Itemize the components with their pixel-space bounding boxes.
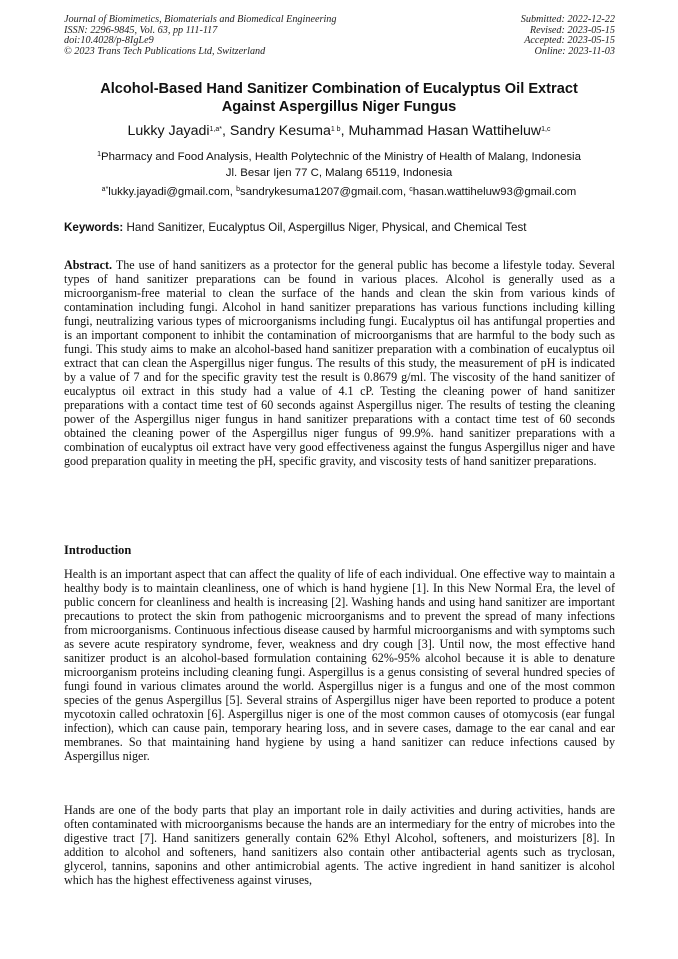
publication-dates [395,15,615,57]
email-link[interactable]: hasan.wattiheluw93@gmail.com [412,186,577,198]
email-sup: a* [101,186,109,193]
affil-line-1: Pharmacy and Food Analysis, Health Polytechnic of the Ministry of Health of Malang, Indonesia [100,151,581,163]
date-online: Online: 2023-11-03 [534,45,615,57]
affil-sup: 1 [97,151,101,158]
date-accepted: Accepted: 2023-05-15 [524,35,615,47]
date-submitted: Submitted: 2022-12-22 [520,14,615,25]
journal-name: Journal of Biomimetics, Biomaterials and Biomedical Engineering [64,14,337,25]
abstract-text: The use of hand sanitizers as a protector for the general public has become a lifestyle today. Several types of hand sanitizer preparations can be found in various places. Alcohol is generally used as a microorganism-free material to clean the surface of the hands and clean the skin from various kinds of contamination including fungi. Alcohol in hand sanitizer preparations has various functions including killing fungi, neutralizing various types of microorganisms including fungi. Eucalyptus oil has antifungal properties and is an important component to inhibit the contamination of microorganisms that are harmful to the body such as fungi. This study aims to make an alcohol-based hand sanitizer preparation with a combination of eucalyptus oil extract that can clean the Aspergillus niger fungus. The results of this study, the measurement of pH is indicated by a value of 7 and for the specific gravity test the result is 0.8679 g/ml. The viscosity of the hand sanitizer of eucalyptus oil extract in this study had a value of 4.1 cP. Testing the cleaning power of hand sanitizer preparations with a contact time test of 60 seconds against Aspergillus niger. The results of testing the cleaning power of the Aspergillus niger fungus in hand sanitizer preparations with a contact time test of 60 seconds obtained the cleaning power of the Aspergillus niger fungus of 99.9%. hand sanitizer preparations with a combination of eucalyptus oil extract have very good effectiveness against the fungus Aspergillus niger and have good preparation quality in meeting the pH, specific gravity, and viscosity tests of hand sanitizer preparations. [64,258,615,469]
email-sup: b [236,186,241,193]
journal-doi[interactable]: doi:10.4028/p-8IgLe9 [64,35,154,47]
date-revised: Revised: 2023-05-15 [529,24,615,36]
intro-paragraph-2 [64,803,615,887]
email-link[interactable]: lukky.jayadi@gmail.com [108,186,230,198]
abstract-label: Abstract. [64,258,113,272]
author-affil-sup: 1,a* [209,126,222,133]
title-line-1: Alcohol-Based Hand Sanitizer Combination of Eucalyptus Oil Extract [100,81,578,97]
paragraph-text: Health is an important aspect that can affect the quality of life of each individual. One effective way to maintain a healthy body is to maintain cleanliness, one of which is hand hygiene [1]. In this New Normal Era, the level of public concern for cleanliness and health is increasing [2]. Washing hands and using hand sanitizer are important precautions to protect the skin from pathogenic microorganisms and to prevent the spread of many infections from microorganisms. Continuous infectious disease caused by harmful microorganisms and with symptoms such as severe acute respiratory syndrome, fever, weakness and dry cough [3]. Until now, the most effective hand sanitizer product is an alcohol-based formulation containing 62%-95% alcohol because it is able to denature microorganism proteins including cleaning fungi. Aspergillus is a genus consisting of several hundred species of fungi found in various climates around the world. Aspergillus niger is a fungus and one of the most common species of the genus Aspergillus [5]. Several strains of Aspergillus niger have been reported to produce a potent mycotoxin called ochratoxin [6]. Aspergillus niger is one of the most common causes of otomycosis (ear fungal infection), which can cause pain, temporary hearing loss, and in severe cases, damage to the ear canal and ear membranes. So that maintaining hand hygiene by using a hand sanitizer can reduce infections caused by Aspergillus niger. [64,567,615,764]
abstract [64,258,615,468]
author-name: Muhammad Hasan Wattiheluw [348,123,542,139]
author-affil-sup: 1,c [541,126,551,133]
journal-header [64,15,424,57]
journal-issn: ISSN: 2296-9845, Vol. 63, pp 111-117 [64,24,218,36]
email-sup: c [409,186,413,193]
author-list: Lukky Jayadi$^{1,a*}$, Sandry Kesuma$^{1 b}$, Muhammad Hasan Wattiheluw$^{1,c}$ [127,123,551,139]
keywords-text: Hand Sanitizer, Eucalyptus Oil, Aspergillus Niger, Physical, and Chemical Test [126,221,527,234]
intro-paragraph-1 [64,567,615,763]
affil-line-2: Jl. Besar Ijen 77 C, Malang 65119, Indonesia [225,166,453,179]
title-line-2: Against Aspergillus Niger Fungus [221,99,457,115]
keywords [64,221,615,234]
paragraph-text: Hands are one of the body parts that play an important role in daily activities and during activities, hands are often contaminated with microorganisms because the hands are an intermediary for the entry of microbes into the digestive tract [7]. Hand sanitizers generally contain 62% Ethyl Alcohol, softeners, and moisturizers [8]. In addition to alcohol and softeners, hand sanitizers also contain other antibacterial agents such as tryclosan, glycerol, tannins, saponins and other antimicrobial agents. The active ingredient in hand sanitizer is alcohol which has the highest effectiveness against viruses, [64,803,615,888]
journal-copyright: © 2023 Trans Tech Publications Ltd, Switzerland [64,45,266,57]
author-name: Lukky Jayadi [127,123,210,139]
paper-title [50,80,628,116]
author-name: Sandry Kesuma [229,123,331,139]
author-affil-sup: 1 b [330,126,341,133]
section-heading-introduction: Introduction [64,543,132,557]
keywords-label: Keywords: [64,221,124,234]
author-emails: $^{a*}$lukky.jayadi@gmail.com, $^b$sandrykesuma1207@gmail.com, $^c$hasan.wattiheluw93@gmail.com [101,186,577,198]
affiliation [40,150,638,181]
email-link[interactable]: sandrykesuma1207@gmail.com [240,186,403,198]
